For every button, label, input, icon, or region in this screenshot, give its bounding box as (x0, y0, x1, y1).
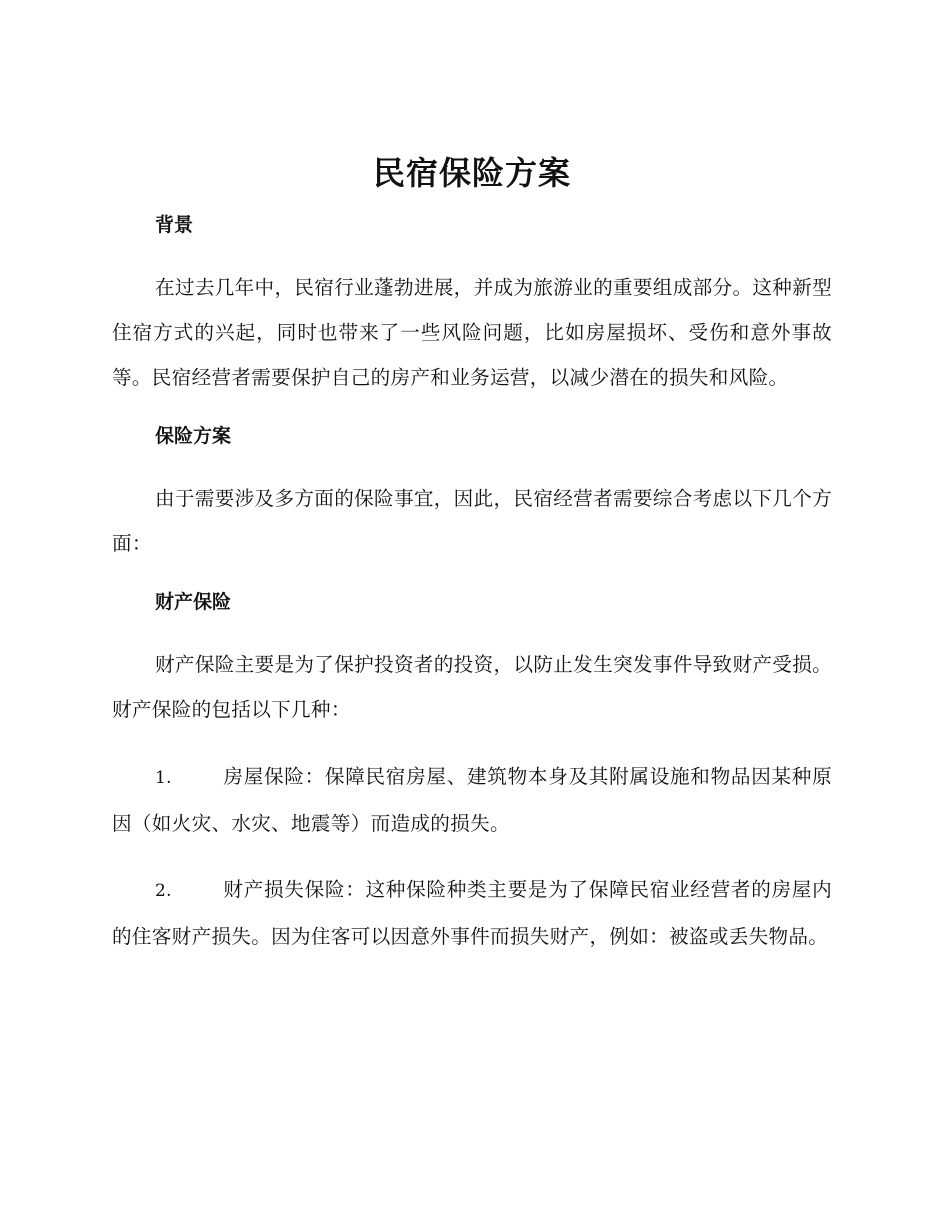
document-title: 民宿保险方案 (372, 154, 571, 192)
list-item (112, 867, 832, 959)
section-heading-insurance-plan: 保险方案 (155, 425, 232, 447)
list-item-text: 财产损失保险：这种保险种类主要是为了保障民宿业经营者的房屋内的住客财产损失。因为住客可以因意外事件而损失财产，例如：被盗或丢失物品。 (112, 878, 832, 948)
background-paragraph: 在过去几年中，民宿行业蓬勃进展，并成为旅游业的重要组成部分。这种新型住宿方式的兴起，同时也带来了一些风险问题，比如房屋损坏、受伤和意外事故等。民宿经营者需要保护自己的房产和业务运营，以减少潜在的损失和风险。 (112, 276, 832, 389)
list-item (112, 754, 832, 846)
property-insurance-paragraph: 财产保险主要是为了保护投资者的投资，以防止发生突发事件导致财产受损。财产保险的包括以下几种： (112, 653, 832, 721)
list-item-text: 房屋保险：保障民宿房屋、建筑物本身及其附属设施和物品因某种原因（如火灾、水灾、地震等）而造成的损失。 (112, 765, 832, 835)
section-heading-property-insurance: 财产保险 (155, 591, 232, 613)
list-item-number: 1. (155, 768, 172, 788)
section-heading-background: 背景 (155, 214, 194, 236)
list-item-number: 2. (155, 881, 172, 901)
document-page (112, 150, 832, 959)
insurance-plan-paragraph: 由于需要涉及多方面的保险事宜，因此，民宿经营者需要综合考虑以下几个方面： (112, 487, 832, 555)
